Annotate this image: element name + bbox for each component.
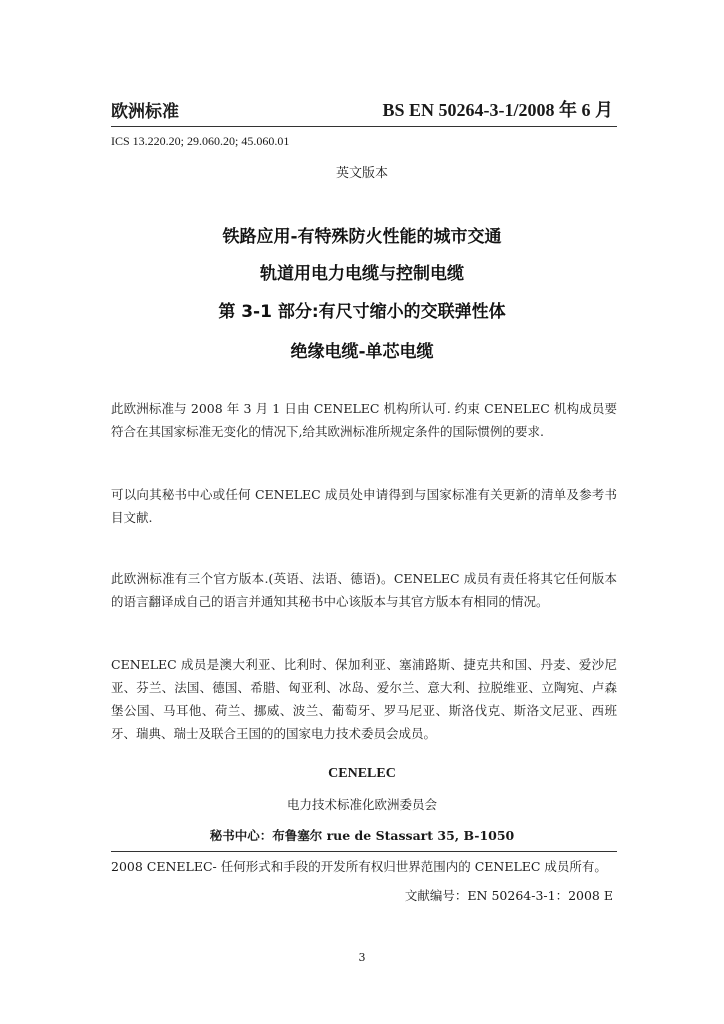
document-reference: 文献编号：EN 50264-3-1：2008 E <box>404 888 613 903</box>
edition-label: 英文版本 <box>335 166 388 181</box>
references-paragraph: 可以向其秘书中心或任何 CENELEC 成员处申请得到与国家标准有关更新的清单及参考书目文献. <box>111 487 617 525</box>
header-rule <box>111 126 617 127</box>
secretariat-address: 秘书中心：布鲁塞尔 rue de Stassart 35, B-1050 <box>209 828 515 843</box>
title-line-3: 第 3-1 部分:有尺寸缩小的交联弹性体 <box>218 302 506 322</box>
copyright-notice: 2008 CENELEC- 任何形式和手段的开发所有权归世界范围内的 CENELEC 成员所有。 <box>111 859 607 874</box>
members-paragraph: CENELEC 成员是澳大利亚、比利时、保加利亚、塞浦路斯、捷克共和国、丹麦、爱沙尼亚、芬兰、法国、德国、希腊、匈亚利、冰岛、爱尔兰、意大利、拉脱维亚、立陶宛、卢森堡公国、马耳他、荷兰、挪威、波兰、葡萄牙、罗马尼亚、斯洛伐克、斯洛文尼亚、西班牙、瑞典、瑞士及联合王国的的国家电力技术委员会成员。 <box>111 657 617 741</box>
header-standard-type: 欧洲标准 <box>111 102 179 122</box>
title-line-1: 铁路应用-有特殊防火性能的城市交通 <box>222 227 502 247</box>
versions-paragraph: 此欧洲标准有三个官方版本.(英语、法语、德语)。CENELEC 成员有责任将其它任何版本的语言翻译成自己的语言并通知其秘书中心该版本与其官方版本有相同的情况。 <box>111 571 617 609</box>
page-header <box>111 92 613 122</box>
cenelec-heading: CENELEC <box>328 766 396 781</box>
approval-paragraph: 此欧洲标准与 2008 年 3 月 1 日由 CENELEC 机构所认可. 约束 CENELEC 机构成员要符合在其国家标准无变化的情况下,给其欧洲标准所规定条件的国际惯例的要求. <box>111 401 617 439</box>
committee-name: 电力技术标准化欧洲委员会 <box>286 797 437 812</box>
title-line-2: 轨道用电力电缆与控制电缆 <box>260 264 464 284</box>
header-standard-number: BS EN 50264-3-1/2008 年 6 月 <box>382 100 613 120</box>
ics-codes: ICS 13.220.20; 29.060.20; 45.060.01 <box>111 134 290 148</box>
title-line-4: 绝缘电缆-单芯电缆 <box>290 342 434 362</box>
footer-rule <box>111 851 617 852</box>
page-number: 3 <box>358 951 366 964</box>
